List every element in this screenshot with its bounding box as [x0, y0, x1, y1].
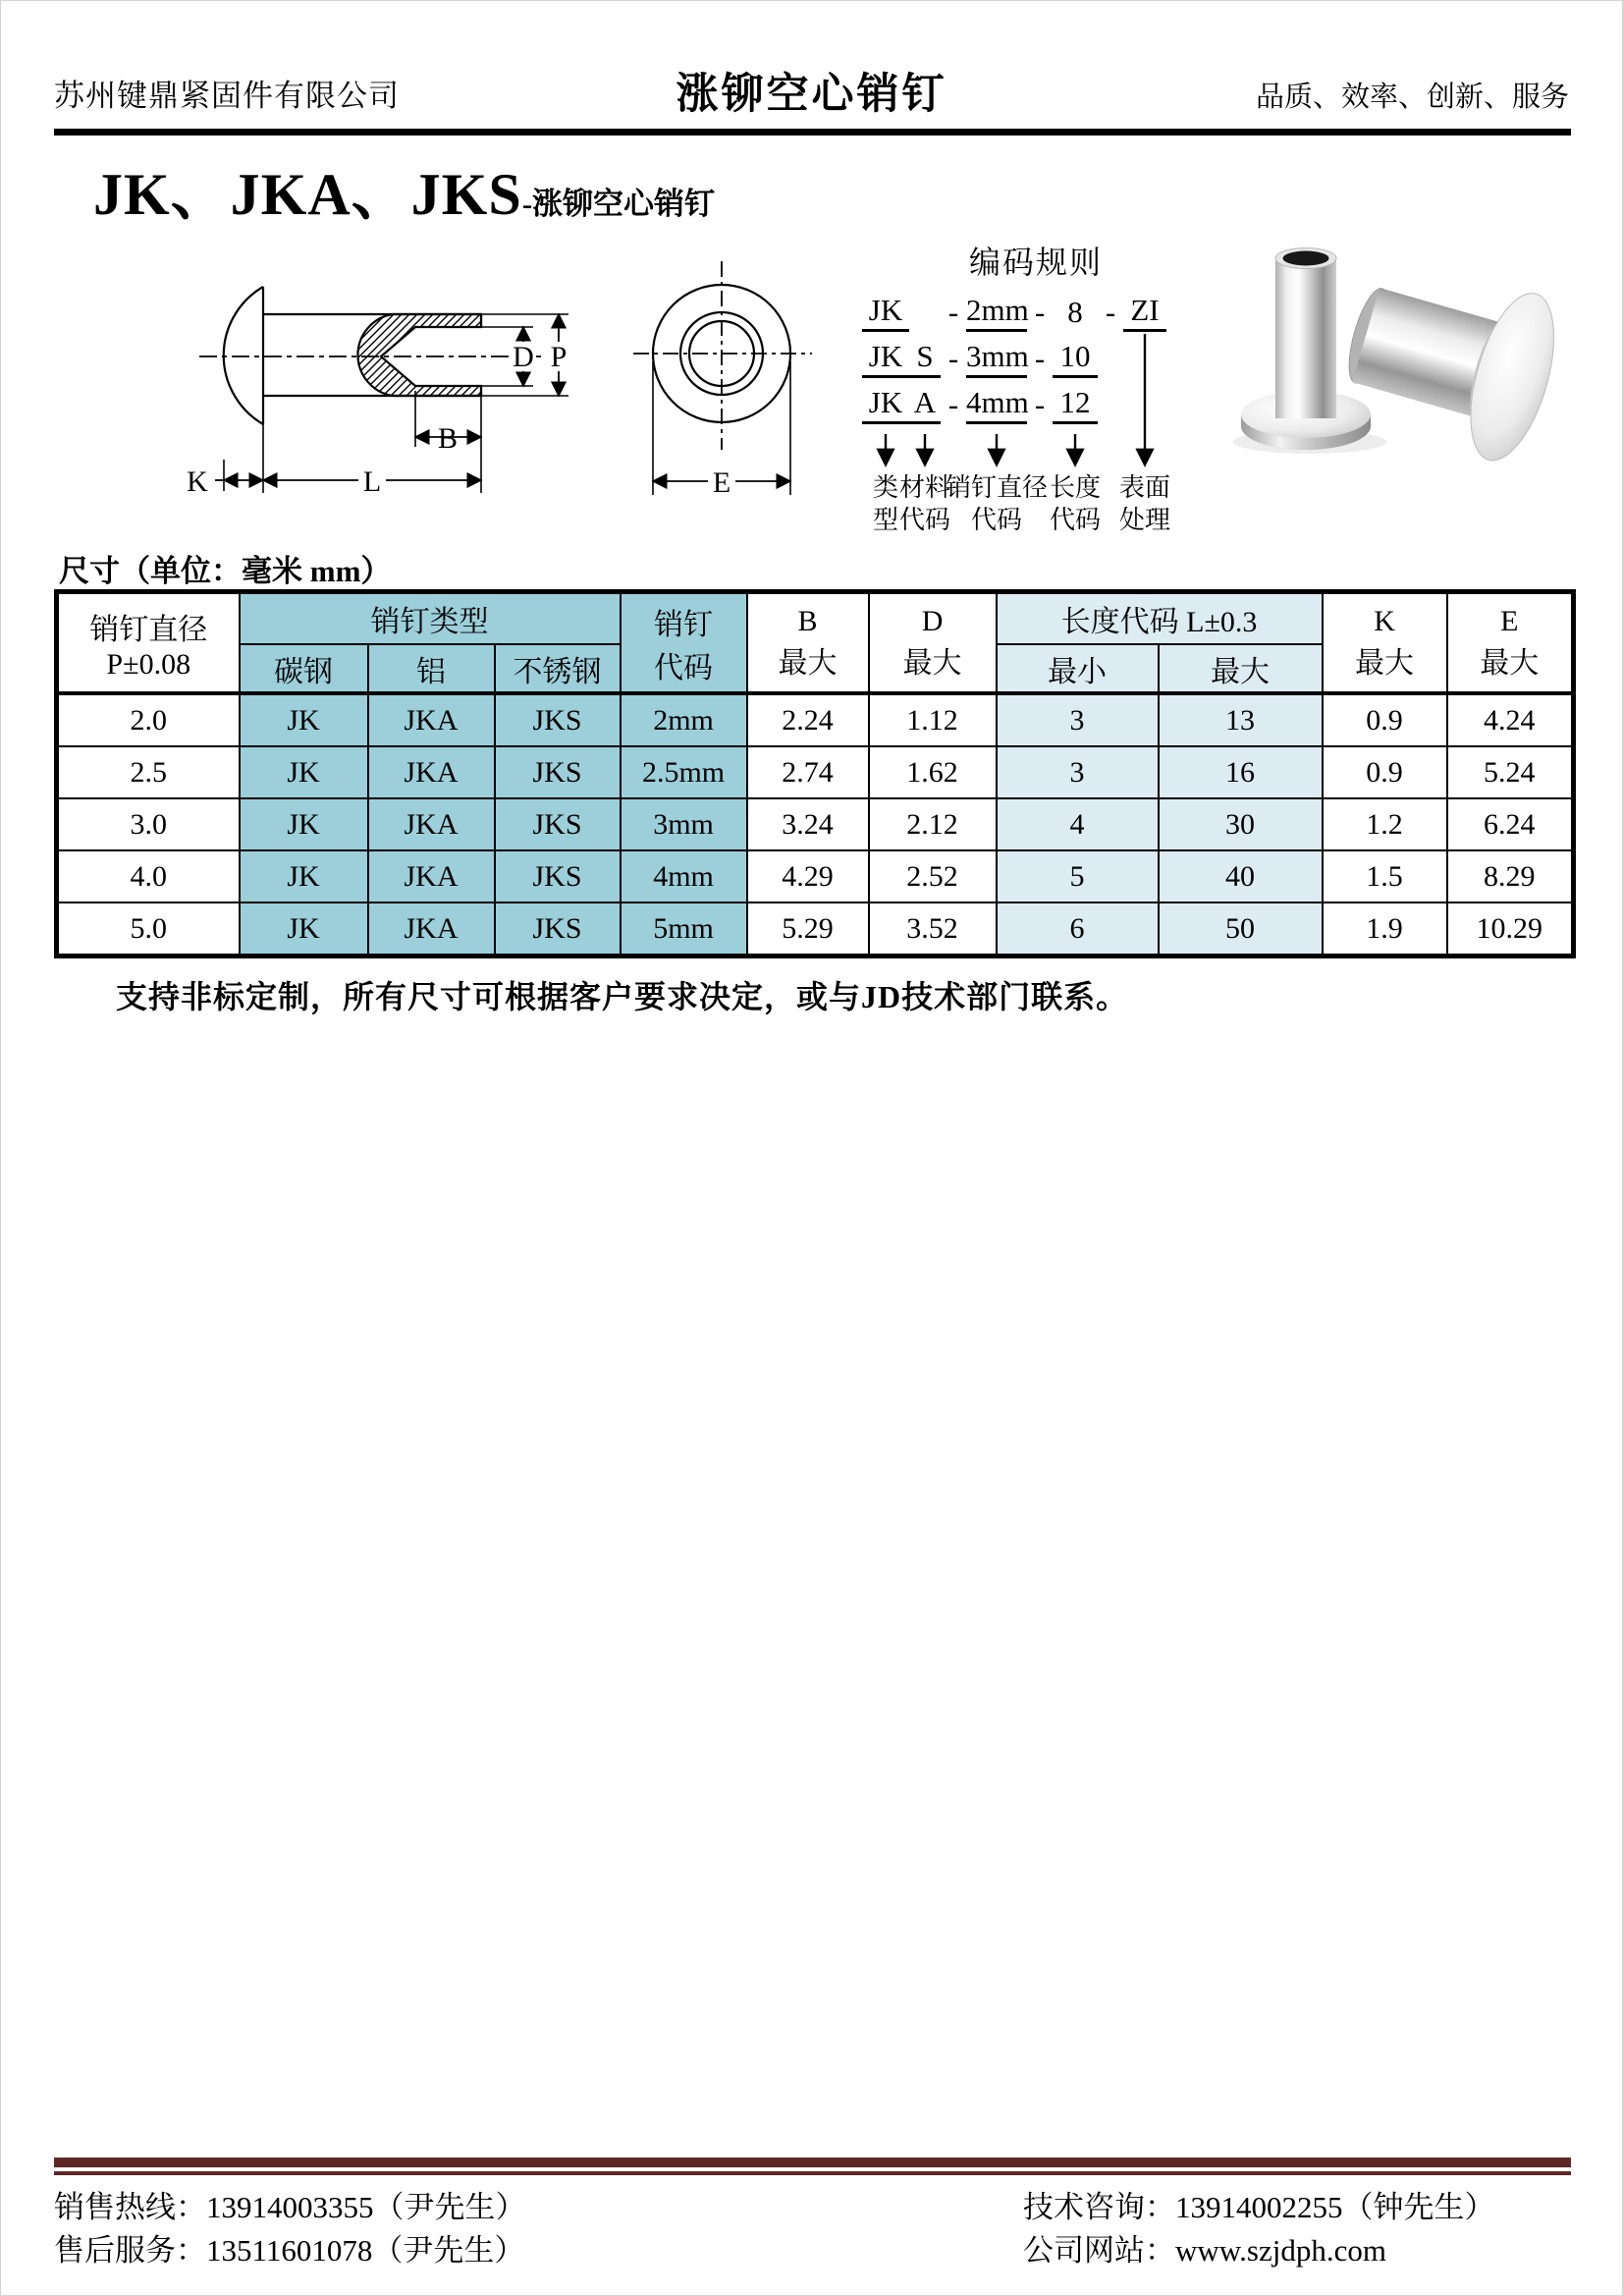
footer-rule-thin — [54, 2171, 1571, 2175]
table-cell: 2.5mm — [621, 746, 747, 798]
code-part: A — [909, 385, 941, 424]
legend-item-line: 型 — [872, 506, 898, 534]
table-cell: JK — [240, 850, 368, 902]
table-cell: JK — [240, 693, 368, 746]
header-pin-code — [621, 592, 747, 694]
code-part: - — [947, 340, 959, 375]
header-carbon-steel: 碳钢 — [240, 644, 368, 693]
table-header-row-1 — [57, 592, 1574, 645]
table-cell: 2.74 — [747, 746, 869, 798]
coding-rules-title: 编码规则 — [968, 245, 1103, 280]
spec-table-wrap — [54, 589, 1576, 958]
code-part: - — [1034, 340, 1046, 375]
header-pin-type: 销钉类型 — [240, 592, 621, 645]
table-cell: JKA — [368, 902, 495, 957]
table-row — [57, 850, 1574, 902]
table-cell: 3.0 — [57, 798, 240, 850]
table-cell: 4.0 — [57, 850, 240, 902]
product-series-suffix: -涨铆空心销钉 — [521, 187, 716, 221]
dim-label-D: D — [513, 341, 534, 373]
legend-item-line: 代码 — [1049, 506, 1101, 534]
table-cell: 6 — [997, 902, 1159, 957]
table-cell: 3.52 — [869, 902, 997, 957]
code-part: 10 — [1053, 339, 1098, 378]
table-cell: JK — [240, 746, 368, 798]
header-K — [1323, 592, 1447, 694]
code-line — [862, 335, 1166, 381]
code-part: 2mm — [966, 293, 1027, 332]
footer-rule-thick — [54, 2158, 1571, 2167]
code-line — [862, 289, 1166, 335]
header-D-line1: D — [921, 604, 944, 637]
header-length-max: 最大 — [1159, 644, 1323, 693]
coding-rules — [862, 238, 1170, 537]
header-D-line2: 最大 — [902, 646, 962, 680]
table-cell: 2.52 — [869, 850, 997, 902]
code-lines — [862, 289, 1166, 427]
table-cell: 5.0 — [57, 902, 240, 957]
table-cell: JKS — [495, 746, 621, 798]
code-part: ZI — [1123, 293, 1166, 332]
table-cell: JKS — [495, 693, 621, 746]
table-cell: 4.29 — [747, 850, 869, 902]
header-pin-diameter-line1: 销钉直径 — [89, 613, 208, 646]
table-cell: JK — [240, 902, 368, 957]
code-part: - — [1034, 386, 1046, 421]
table-cell: JKS — [495, 798, 621, 850]
header-B-line1: B — [797, 604, 818, 637]
dim-label-E: E — [712, 466, 731, 499]
code-line — [862, 381, 1166, 427]
company-slogan: 品质、效率、创新、服务 — [1255, 82, 1569, 113]
table-cell: 1.12 — [869, 693, 997, 746]
product-photo — [1208, 214, 1620, 528]
table-cell: 3.24 — [747, 798, 869, 850]
table-row — [57, 693, 1574, 746]
table-cell: 13 — [1159, 693, 1323, 746]
dim-label-B: B — [437, 422, 459, 455]
spec-table — [54, 589, 1576, 958]
dim-label-K: K — [187, 465, 208, 498]
table-cell: JKA — [368, 693, 495, 746]
table-cell: 5mm — [621, 902, 747, 957]
code-part: JK — [862, 385, 909, 424]
page-title: 涨铆空心销钉 — [676, 71, 947, 118]
table-row — [57, 798, 1574, 850]
header-K-line2: 最大 — [1355, 646, 1415, 680]
header-B-line2: 最大 — [778, 646, 838, 680]
header-pin-code-line2: 代码 — [654, 651, 714, 684]
table-cell: 4 — [997, 798, 1159, 850]
code-part: JK — [862, 339, 909, 378]
dim-label-P: P — [550, 341, 568, 373]
header-stainless: 不锈钢 — [495, 644, 621, 693]
header-pin-diameter — [57, 592, 240, 694]
header-K-line1: K — [1374, 604, 1395, 637]
header-pin-code-line1: 销钉 — [654, 608, 714, 641]
company-name: 苏州键鼎紧固件有限公司 — [54, 79, 400, 113]
footer-website: 公司网站：www.szjdph.com — [1023, 2233, 1386, 2268]
code-part: - — [947, 386, 959, 421]
table-cell: 8.29 — [1447, 850, 1574, 902]
code-part: - — [947, 294, 959, 329]
product-title — [93, 147, 715, 232]
header-E-line2: 最大 — [1480, 646, 1540, 680]
table-cell: 2.12 — [869, 798, 997, 850]
table-cell: 2.24 — [747, 693, 869, 746]
legend-item — [1086, 471, 1204, 536]
table-cell: 40 — [1159, 850, 1323, 902]
code-part: 12 — [1053, 385, 1098, 424]
table-cell: 50 — [1159, 902, 1323, 957]
table-cell: JK — [240, 798, 368, 850]
header-aluminium: 铝 — [368, 644, 495, 693]
footer-sales-hotline: 销售热线：13914003355（尹先生） — [54, 2190, 526, 2224]
table-cell: JKA — [368, 850, 495, 902]
table-cell: 4mm — [621, 850, 747, 902]
code-part: 4mm — [966, 385, 1027, 424]
table-cell: 2.5 — [57, 746, 240, 798]
code-part: - — [1034, 294, 1046, 329]
legend-item-line: 处理 — [1118, 506, 1170, 534]
table-cell: 10.29 — [1447, 902, 1574, 957]
legend-item-line: 销钉直径 — [945, 473, 1048, 502]
side-view-drawing — [182, 236, 574, 540]
table-cell: 30 — [1159, 798, 1323, 850]
code-part: - — [1105, 294, 1116, 329]
table-cell: 1.5 — [1323, 850, 1447, 902]
footer-tech-support: 技术咨询：13914002255（钟先生） — [1023, 2190, 1495, 2224]
table-row — [57, 746, 1574, 798]
table-cell: 5.29 — [747, 902, 869, 957]
header-D — [869, 592, 997, 694]
header-E — [1447, 592, 1574, 694]
table-cell: 0.9 — [1323, 693, 1447, 746]
code-part: 3mm — [966, 339, 1027, 378]
table-cell: 1.2 — [1323, 798, 1447, 850]
code-part: JK — [862, 293, 909, 332]
table-row — [57, 902, 1574, 957]
table-cell: JKA — [368, 746, 495, 798]
header-length-min: 最小 — [997, 644, 1159, 693]
table-cell: 3 — [997, 746, 1159, 798]
table-cell: 6.24 — [1447, 798, 1574, 850]
table-cell: 4.24 — [1447, 693, 1574, 746]
table-cell: 5.24 — [1447, 746, 1574, 798]
table-cell: 1.9 — [1323, 902, 1447, 957]
legend-item-line: 材料 — [898, 473, 950, 502]
table-cell: JKS — [495, 902, 621, 957]
table-cell: 0.9 — [1323, 746, 1447, 798]
header-pin-diameter-line2: P±0.08 — [106, 647, 191, 681]
dim-label-L: L — [362, 465, 382, 498]
code-part: S — [909, 339, 941, 378]
end-view-drawing — [623, 247, 820, 505]
legend-item-line: 代码 — [970, 506, 1022, 534]
table-cell: 1.62 — [869, 746, 997, 798]
legend-item-line: 代码 — [898, 506, 950, 534]
table-cell: 3 — [997, 693, 1159, 746]
table-cell: 2.0 — [57, 693, 240, 746]
legend-item-line: 长度 — [1049, 473, 1101, 502]
footer-after-sales: 售后服务：13511601078（尹先生） — [54, 2233, 525, 2268]
header-E-line1: E — [1500, 604, 1519, 637]
table-cell: JKA — [368, 798, 495, 850]
legend-item-line: 类 — [872, 473, 898, 502]
table-cell: 2mm — [621, 693, 747, 746]
table-cell: JKS — [495, 850, 621, 902]
table-cell: 5 — [997, 850, 1159, 902]
header-length-code: 长度代码 L±0.3 — [997, 592, 1323, 645]
customization-note: 支持非标定制，所有尺寸可根据客户要求决定，或与JD技术部门联系。 — [116, 979, 1129, 1014]
legend-item-line: 表面 — [1118, 473, 1170, 502]
table-cell: 16 — [1159, 746, 1323, 798]
code-part: 8 — [1067, 294, 1083, 329]
header-rule — [54, 129, 1571, 136]
header-B — [747, 592, 869, 694]
product-series: JK、JKA、JKS — [93, 162, 522, 227]
size-unit-label: 尺寸（单位：毫米 mm） — [59, 554, 392, 588]
table-cell: 3mm — [621, 798, 747, 850]
